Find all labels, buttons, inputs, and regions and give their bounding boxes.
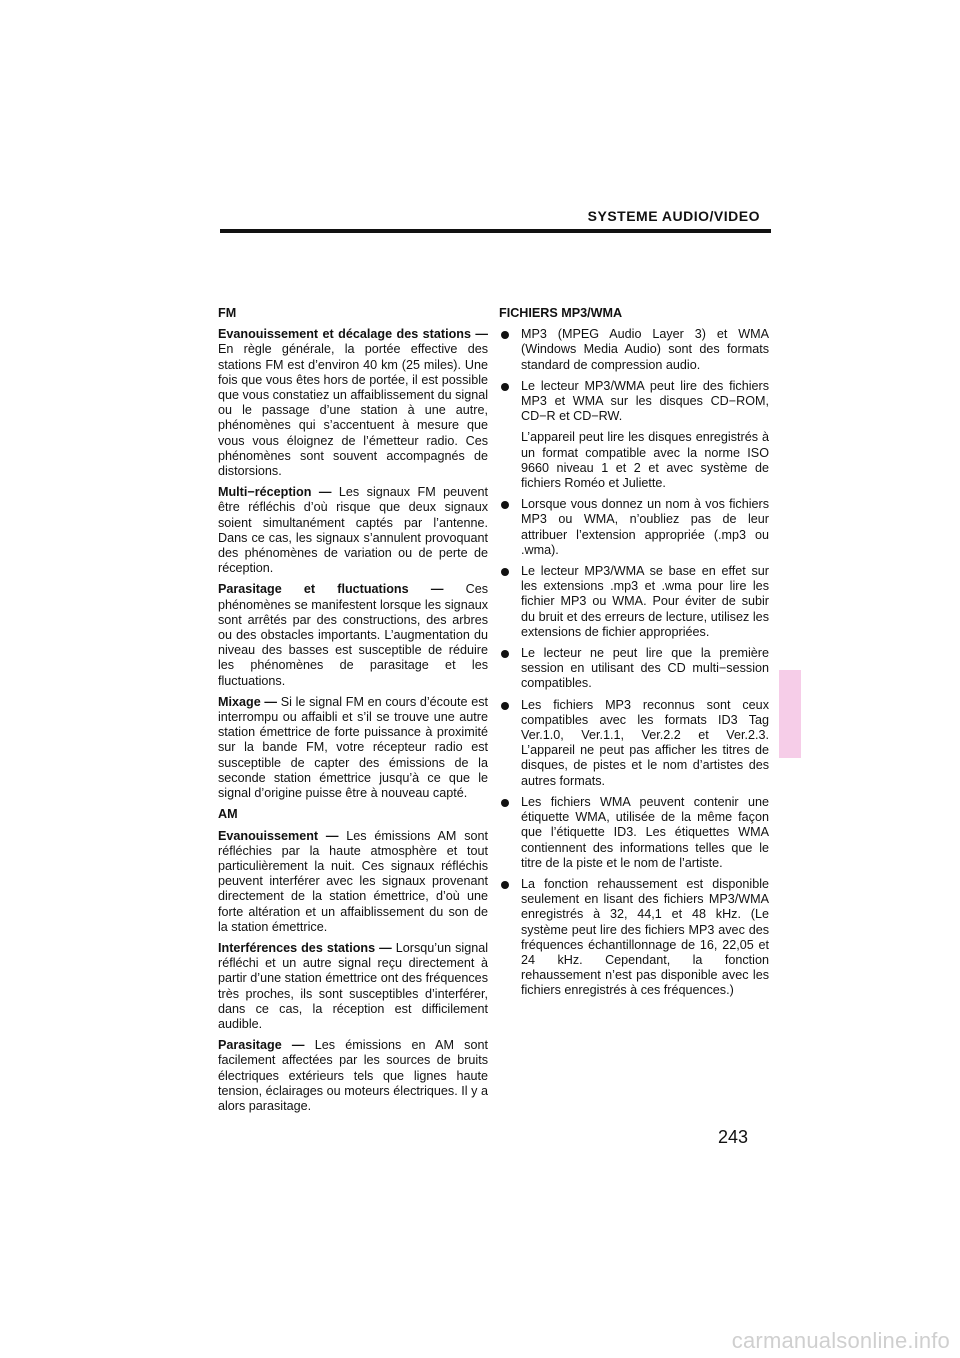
bullet-item xyxy=(499,379,769,425)
watermark: carmanualsonline.info xyxy=(731,1328,950,1353)
fm-paragraph xyxy=(218,695,488,801)
fm-heading: FM xyxy=(218,306,237,320)
section-side-tab xyxy=(779,670,801,758)
am-paragraph xyxy=(218,1038,488,1114)
bullet-text: Le lecteur MP3/WMA se base en effet sur les extensions .mp3 et .wma pour lire les fichier MP3 ou WMA. Pour éviter de subir du bruit et des erreurs de lecture, utilisez les extensions de fichier appropriées. xyxy=(521,564,769,639)
bullet-item xyxy=(499,327,769,373)
fm-paragraph xyxy=(218,485,488,576)
paragraph-text: Ces phénomènes se manifestent lorsque les signaux sont arrêtés par des constructions, des arbres ou des obstacles importants. L’augmentation du niveau des basses est susceptible de réduire les phénomènes de parasitage et les fluctuations. xyxy=(218,582,489,688)
bullet-text: Le lecteur MP3/WMA peut lire des fichiers MP3 et WMA sur les disques CD−ROM, CD−R et CD−RW. xyxy=(521,378,769,424)
bullet-item xyxy=(499,795,769,871)
term: Multi−réception — xyxy=(218,485,332,500)
fm-paragraph xyxy=(218,582,488,688)
bullet-dot-icon xyxy=(501,383,509,391)
paragraph-text: Les émissions AM sont réfléchies par la haute atmosphère et tout particulièrement la nuit. Ces signaux réfléchis peuvent interférer avec les signaux provenant directement de la station émettrice, d’où une forte altération et un affaiblissement du son de la station émettrice. xyxy=(218,828,488,934)
am-heading: AM xyxy=(218,807,238,822)
am-paragraph xyxy=(218,941,488,1032)
term: Parasitage et fluctuations — xyxy=(218,582,444,597)
page-number: 243 xyxy=(718,1127,749,1147)
paragraph-text: Lorsqu’un signal réfléchi et un autre signal reçu directement à partir d’une station émettrice ont des fréquences très proches, ils sont susceptibles d’interférer, dans ce cas, la réception est difficilement audible. xyxy=(218,940,489,1031)
bullet-list xyxy=(499,327,769,424)
bullet-text: Les fichiers MP3 reconnus sont ceux compatibles avec les formats ID3 Tag Ver.1.0, Ver.1.1, Ver.2.2 et Ver.2.3. L’appareil ne peut pas afficher les titres de disques, de pistes et le nom d’artistes des autres formats. xyxy=(521,697,769,788)
paragraph-text: En règle générale, la portée effective des stations FM est d’environ 40 km (25 miles). Une fois que vous êtes hors de portée, il est possible que vous constatiez un affaiblissement du signal ou le passage d’une station à une autre, phénomènes qui s’accentuent à mesure que vous vous éloignez de l’émetteur radio. Ces phénomènes sont souvent accompagnés de distorsions. xyxy=(218,342,489,479)
fm-paragraph xyxy=(218,327,488,479)
bullet-text: La fonction rehaussement est disponible seulement en lisant des fichiers MP3/WMA enregistrés à 32, 44,1 et 48 kHz. (Le système peut lire des fichiers MP3 avec des fréquences échantillonnage de 16, 22,05 et 24 kHz. Cependant, la fonction rehaussement n’est pas disponible avec les fichiers enregistrés à ces fréquences.) xyxy=(521,876,769,998)
left-column xyxy=(218,306,488,1120)
bullet-item xyxy=(499,877,769,999)
bullet-dot-icon xyxy=(501,881,509,889)
bullet-item xyxy=(499,497,769,558)
bullet-item xyxy=(499,564,769,640)
bullet-dot-icon xyxy=(501,568,509,576)
bullet-text: Le lecteur ne peut lire que la première session en utilisant des CD multi−session compatibles. xyxy=(521,646,769,691)
header-rule xyxy=(220,229,771,233)
bullet-dot-icon xyxy=(501,331,509,339)
bullet-dot-icon xyxy=(501,650,509,658)
term: Mixage — xyxy=(218,694,277,709)
bullet-item xyxy=(499,646,769,692)
bullet-text: Les fichiers WMA peuvent contenir une étiquette WMA, utilisée de la même façon que l’étiquette ID3. Les étiquettes WMA contiennent des informations telles que le titre de la piste et le nom de l’artiste. xyxy=(521,794,769,870)
paragraph-text: Si le signal FM en cours d’écoute est interrompu ou affaibli et s’il se trouve une autre station émettrice de forte puissance à proximité sur la bande FM, votre récepteur radio est susceptible de capter des émissions de la seconde station émettrice jusqu’à ce que le signal d’origine puisse être à nouveau capté. xyxy=(218,694,488,801)
paragraph-text: Les signaux FM peuvent être réfléchis d’où risque que deux signaux soient simultanément captés par l’antenne. Dans ce cas, les signaux s’annulent provoquant des phénomènes de variation ou de perte de réception. xyxy=(218,485,488,576)
bullet-item xyxy=(499,698,769,789)
paragraph-text: Les émissions en AM sont facilement affectées par les sources de bruits électriques extérieurs tels que lignes haute tension, éclairages ou moteurs électriques. Il y a alors parasitage. xyxy=(218,1038,488,1113)
bullet-dot-icon xyxy=(501,501,509,509)
right-column xyxy=(499,306,769,1005)
term: Parasitage — xyxy=(218,1038,305,1053)
term: Evanouissement — xyxy=(218,828,339,843)
bullet-sub-paragraph: L’appareil peut lire les disques enregistrés à un format compatible avec la norme ISO 9660 niveau 1 et 2 et avec système de fichiers Roméo et Juliette. xyxy=(521,430,769,491)
term: Interférences des stations — xyxy=(218,940,392,955)
bullet-list xyxy=(499,497,769,998)
bullet-text: Lorsque vous donnez un nom à vos fichiers MP3 ou WMA, n’oubliez pas de leur attribuer l’extension appropriée (.mp3 ou .wma). xyxy=(521,497,769,557)
am-paragraph xyxy=(218,829,488,935)
page-header-title: SYSTEME AUDIO/VIDEO xyxy=(587,208,760,224)
bullet-dot-icon xyxy=(501,702,509,710)
bullet-text: MP3 (MPEG Audio Layer 3) et WMA (Windows Media Audio) sont des formats standard de compression audio. xyxy=(521,327,769,372)
mp3-wma-heading: FICHIERS MP3/WMA xyxy=(499,306,623,320)
term: Evanouissement et décalage des stations — xyxy=(218,327,488,342)
bullet-dot-icon xyxy=(501,799,509,807)
